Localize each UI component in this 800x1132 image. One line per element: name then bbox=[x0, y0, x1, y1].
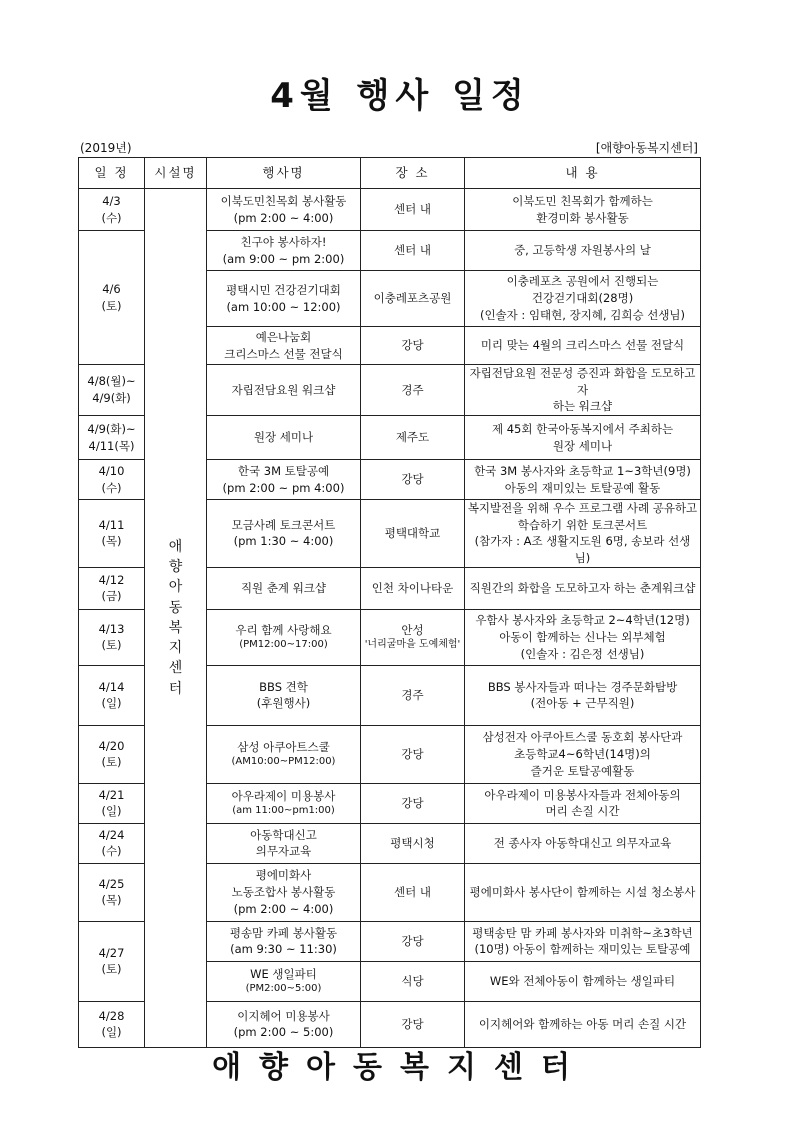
event-cell: WE 생일파티 (PM2:00~5:00) bbox=[207, 961, 361, 1001]
event-cell: 평택시민 건강걷기대회 (am 10:00 ~ 12:00) bbox=[207, 271, 361, 327]
place-cell: 식당 bbox=[361, 961, 465, 1001]
place-cell: 센터 내 bbox=[361, 231, 465, 271]
content-cell: 평택송탄 맘 카페 봉사자와 미취학~초3학년 (10명) 아동이 함께하는 재미있는 토탈공예 bbox=[465, 921, 701, 961]
place-cell: 강당 bbox=[361, 921, 465, 961]
place-cell: 강당 bbox=[361, 460, 465, 500]
event-cell: 모금사례 토크콘서트 (pm 1:30 ~ 4:00) bbox=[207, 500, 361, 568]
content-cell: 미리 맞는 4월의 크리스마스 선물 전달식 bbox=[465, 327, 701, 365]
place-cell: 이충레포츠공원 bbox=[361, 271, 465, 327]
content-cell: 복지발전을 위해 우수 프로그램 사례 공유하고 학습하기 위한 토크콘서트 (참가자 : A조 생활지도원 6명, 송보라 선생님) bbox=[465, 500, 701, 568]
date-cell: 4/9(화)~ 4/11(목) bbox=[79, 416, 145, 460]
place-cell: 인천 차이나타운 bbox=[361, 567, 465, 609]
content-cell: 중, 고등학생 자원봉사의 날 bbox=[465, 231, 701, 271]
content-cell: 한국 3M 봉사자와 초등학교 1~3학년(9명) 아동의 재미있는 토탈공예 활동 bbox=[465, 460, 701, 500]
place-cell: 강당 bbox=[361, 783, 465, 823]
year-label: (2019년) bbox=[80, 141, 132, 155]
table-header-row bbox=[79, 158, 701, 189]
page-title: 4월 행사 일정 bbox=[270, 76, 530, 116]
event-cell: 이북도민친목회 봉사활동 (pm 2:00 ~ 4:00) bbox=[207, 189, 361, 231]
place-cell: 강당 bbox=[361, 1001, 465, 1047]
date-cell: 4/27 (토) bbox=[79, 921, 145, 1001]
date-cell: 4/12 (금) bbox=[79, 567, 145, 609]
event-cell: 우리 함께 사랑해요 (PM12:00~17:00) bbox=[207, 609, 361, 665]
date-cell: 4/8(월)~ 4/9(화) bbox=[79, 365, 145, 416]
event-cell: BBS 견학 (후원행사) bbox=[207, 665, 361, 725]
event-cell: 자립전담요원 워크샵 bbox=[207, 365, 361, 416]
content-cell: 전 종사자 아동학대신고 의무자교육 bbox=[465, 823, 701, 863]
content-cell: 삼성전자 아쿠아트스쿨 동호회 봉사단과 초등학교4~6학년(14명)의 즐거운 토탈공예활동 bbox=[465, 725, 701, 783]
content-cell: 이북도민 친목회가 함께하는 환경미화 봉사활동 bbox=[465, 189, 701, 231]
content-cell: 이충레포츠 공원에서 진행되는 건강걷기대회(28명) (인솔자 : 임태현, 장지혜, 김희승 선생님) bbox=[465, 271, 701, 327]
event-cell: 이지헤어 미용봉사 (pm 2:00 ~ 5:00) bbox=[207, 1001, 361, 1047]
date-cell: 4/11 (목) bbox=[79, 500, 145, 568]
date-cell: 4/20 (토) bbox=[79, 725, 145, 783]
header-facility: 시설명 bbox=[145, 158, 207, 189]
content-cell: 우함사 봉사자와 초등학교 2~4학년(12명) 아동이 함께하는 신나는 외부체험 (인솔자 : 김은정 선생님) bbox=[465, 609, 701, 665]
place-cell: 안성 '너리굴마을 도예체험' bbox=[361, 609, 465, 665]
date-cell: 4/14 (일) bbox=[79, 665, 145, 725]
event-cell: 예은나눔회 크리스마스 선물 전달식 bbox=[207, 327, 361, 365]
place-cell: 경주 bbox=[361, 665, 465, 725]
content-cell: 자립전담요원 전문성 증진과 화합을 도모하고자 하는 워크샵 bbox=[465, 365, 701, 416]
date-cell: 4/13 (토) bbox=[79, 609, 145, 665]
place-cell: 경주 bbox=[361, 365, 465, 416]
content-cell: WE와 전체아동이 함께하는 생일파티 bbox=[465, 961, 701, 1001]
content-cell: 아우라제이 미용봉사자들과 전체아동의 머리 손질 시간 bbox=[465, 783, 701, 823]
table-row bbox=[79, 189, 701, 231]
event-cell: 삼성 아쿠아트스쿨 (AM10:00~PM12:00) bbox=[207, 725, 361, 783]
date-cell: 4/25 (목) bbox=[79, 863, 145, 921]
organization-tag: [애향아동복지센터] bbox=[595, 141, 698, 155]
event-cell: 평에미화사 노동조합사 봉사활동 (pm 2:00 ~ 4:00) bbox=[207, 863, 361, 921]
place-cell: 제주도 bbox=[361, 416, 465, 460]
place-cell: 강당 bbox=[361, 327, 465, 365]
event-cell: 직원 춘계 워크샵 bbox=[207, 567, 361, 609]
event-cell: 아우라제이 미용봉사 (am 11:00~pm1:00) bbox=[207, 783, 361, 823]
date-cell: 4/24 (수) bbox=[79, 823, 145, 863]
content-cell: 평에미화사 봉사단이 함께하는 시설 청소봉사 bbox=[465, 863, 701, 921]
content-cell: BBS 봉사자들과 떠나는 경주문화탐방 (전아동 + 근무직원) bbox=[465, 665, 701, 725]
place-cell: 센터 내 bbox=[361, 863, 465, 921]
header-content: 내 용 bbox=[465, 158, 701, 189]
place-cell: 평택시청 bbox=[361, 823, 465, 863]
event-cell: 원장 세미나 bbox=[207, 416, 361, 460]
footer-organization-name: 애향아동복지센터 bbox=[212, 1050, 588, 1085]
event-cell: 평송맘 카페 봉사활동 (am 9:30 ~ 11:30) bbox=[207, 921, 361, 961]
header-event: 행사명 bbox=[207, 158, 361, 189]
content-cell: 이지헤어와 함께하는 아동 머리 손질 시간 bbox=[465, 1001, 701, 1047]
content-cell: 직원간의 화합을 도모하고자 하는 춘계워크샵 bbox=[465, 567, 701, 609]
place-cell: 평택대학교 bbox=[361, 500, 465, 568]
place-cell: 강당 bbox=[361, 725, 465, 783]
place-cell: 센터 내 bbox=[361, 189, 465, 231]
facility-cell: 애 향 아 동 복 지 센 터 bbox=[145, 189, 207, 1048]
schedule-table bbox=[78, 157, 701, 1048]
header-date: 일 정 bbox=[79, 158, 145, 189]
date-cell: 4/21 (일) bbox=[79, 783, 145, 823]
content-cell: 제 45회 한국아동복지에서 주최하는 원장 세미나 bbox=[465, 416, 701, 460]
event-cell: 한국 3M 토탈공예 (pm 2:00 ~ pm 4:00) bbox=[207, 460, 361, 500]
date-cell: 4/28 (일) bbox=[79, 1001, 145, 1047]
date-cell: 4/6 (토) bbox=[79, 231, 145, 365]
date-cell: 4/3 (수) bbox=[79, 189, 145, 231]
event-cell: 친구야 봉사하자! (am 9:00 ~ pm 2:00) bbox=[207, 231, 361, 271]
date-cell: 4/10 (수) bbox=[79, 460, 145, 500]
event-cell: 아동학대신고 의무자교육 bbox=[207, 823, 361, 863]
header-place: 장 소 bbox=[361, 158, 465, 189]
